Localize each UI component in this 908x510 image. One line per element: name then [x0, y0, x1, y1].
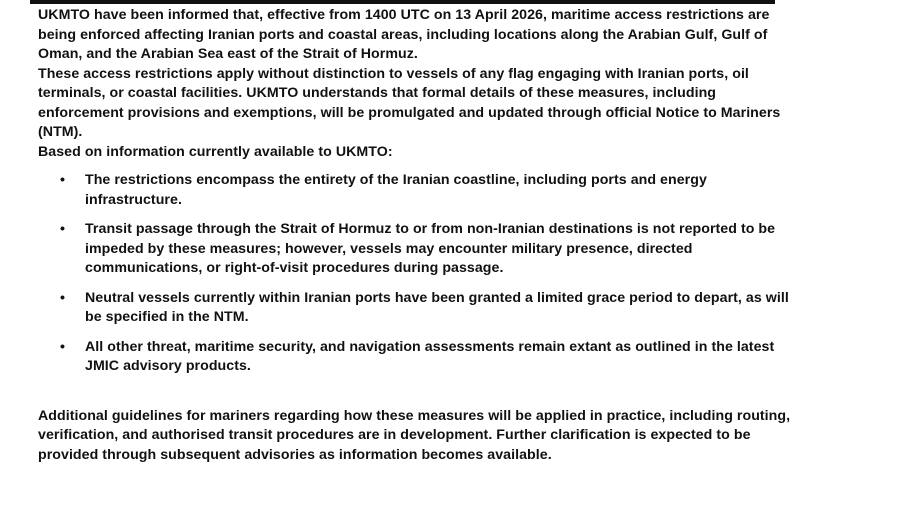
bullet-text: Transit passage through the Strait of Hormuz to or from non-Iranian destinations is not reported to be impeded by these measures; however, vessels may encounter military presence, directed communications, or right-of-visit procedures during passage.: [85, 221, 776, 276]
list-item: [38, 220, 798, 279]
bullet-text: All other threat, maritime security, and navigation assessments remain extant as outlined in the latest JMIC advisory products.: [85, 338, 775, 374]
list-item: [38, 338, 798, 377]
list-item: [38, 289, 798, 328]
bullet-icon: •: [60, 338, 66, 355]
bullet-text: Neutral vessels currently within Iranian ports have been granted a limited grace period to depart, as will be specified in the NTM.: [85, 289, 789, 325]
restrictions-paragraph: These access restrictions apply without distinction to vessels of any flag engaging with Iranian ports, oil terminals, or coastal facilities. UKMTO understands that formal details of these measures, including enforcement provisions and exemptions, will be promulgated and updated through official Notice to Mariners (NTM).: [38, 65, 781, 140]
intro-paragraph: UKMTO have been informed that, effective from 1400 UTC on 13 April 2026, maritime access restrictions are being enforced affecting Iranian ports and coastal areas, including locations along the Arabian Gulf, Gulf of Oman, and the Arabian Sea east of the Strait of Hormuz.: [38, 7, 770, 62]
list-item: [38, 171, 798, 210]
bullet-icon: •: [60, 172, 66, 188]
bullet-list: [38, 171, 798, 377]
based-on-information-heading: Based on information currently available to UKMTO:: [38, 143, 393, 160]
advisory-document: [38, 6, 798, 465]
bullet-icon: •: [60, 221, 66, 237]
bullet-text: The restrictions encompass the entirety of the Iranian coastline, including ports and energy infrastructure.: [85, 172, 707, 208]
additional-guidelines-paragraph: Additional guidelines for mariners regarding how these measures will be applied in practice, including routing, verification, and authorised transit procedures are in development. Further clarification is expected to be provided through subsequent advisories as information becomes available.: [38, 407, 791, 463]
bullet-icon: •: [60, 289, 66, 306]
top-border-line: [30, 0, 775, 4]
